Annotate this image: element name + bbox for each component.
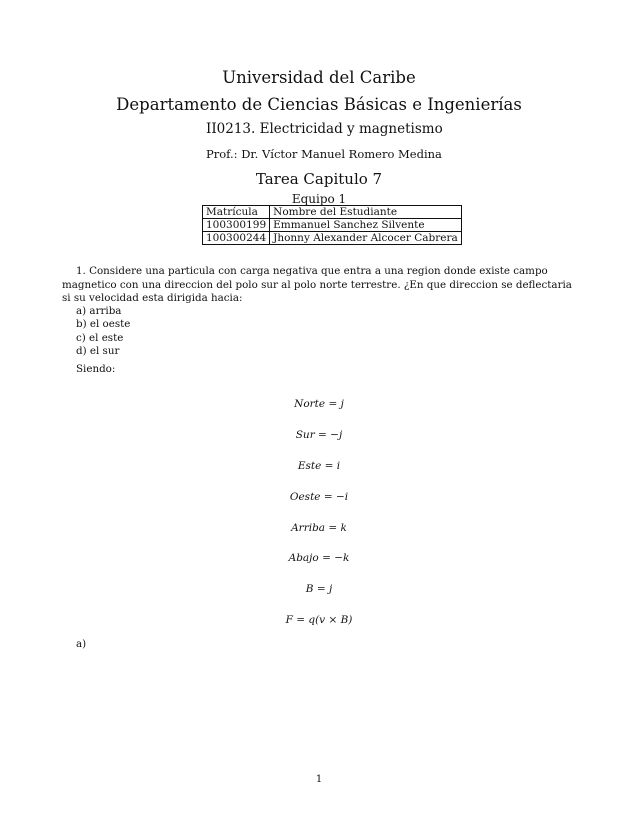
department-title: Departamento de Ciencias Básicas e Ingenierías <box>116 95 522 114</box>
table-header-cell: Nombre del Estudiante <box>270 206 462 219</box>
equation-arriba: Arriba = k <box>291 522 347 534</box>
course-title: II0213. Electricidad y magnetismo <box>206 121 443 137</box>
option-c: c) el este <box>76 332 124 344</box>
equation-b-field: B = j <box>305 583 333 595</box>
table-cell: Jhonny Alexander Alcocer Cabrera <box>270 232 462 245</box>
table-cell: 100300244 <box>203 232 270 245</box>
team-label: Equipo 1 <box>291 192 347 206</box>
equation-norte: Norte = j <box>294 398 344 410</box>
page-number: 1 <box>315 774 323 785</box>
homework-title: Tarea Capitulo 7 <box>255 170 383 188</box>
siendo-label: Siendo: <box>76 363 116 375</box>
equation-sur: Sur = −j <box>295 429 343 441</box>
university-title: Universidad del Caribe <box>222 68 416 87</box>
table-header-row <box>203 206 462 219</box>
equation-oeste: Oeste = −i <box>289 491 349 503</box>
option-b: b) el oeste <box>76 318 131 330</box>
question-text: 1. Considere una particula con carga negativa que entra a una region donde existe campo magnetico con una direccion del polo sur al polo norte terrestre. ¿En que direccion se deflectaria si su velocidad esta dirigida hacia: <box>62 265 572 305</box>
option-a: a) arriba <box>76 305 122 317</box>
equation-abajo: Abajo = −k <box>288 552 350 564</box>
table-cell: 100300199 <box>203 219 270 232</box>
equation-este: Este = i <box>297 460 341 472</box>
table-header-cell: Matrícula <box>203 206 270 219</box>
professor-name: Prof.: Dr. Víctor Manuel Romero Medina <box>206 147 442 161</box>
table-row <box>203 232 462 245</box>
equation-force: F = q(v × B) <box>285 614 353 626</box>
option-d: d) el sur <box>76 345 120 357</box>
answer-a-label: a) <box>76 638 87 650</box>
students-table <box>202 205 462 245</box>
table-cell: Emmanuel Sanchez Silvente <box>270 219 462 232</box>
table-row <box>203 219 462 232</box>
